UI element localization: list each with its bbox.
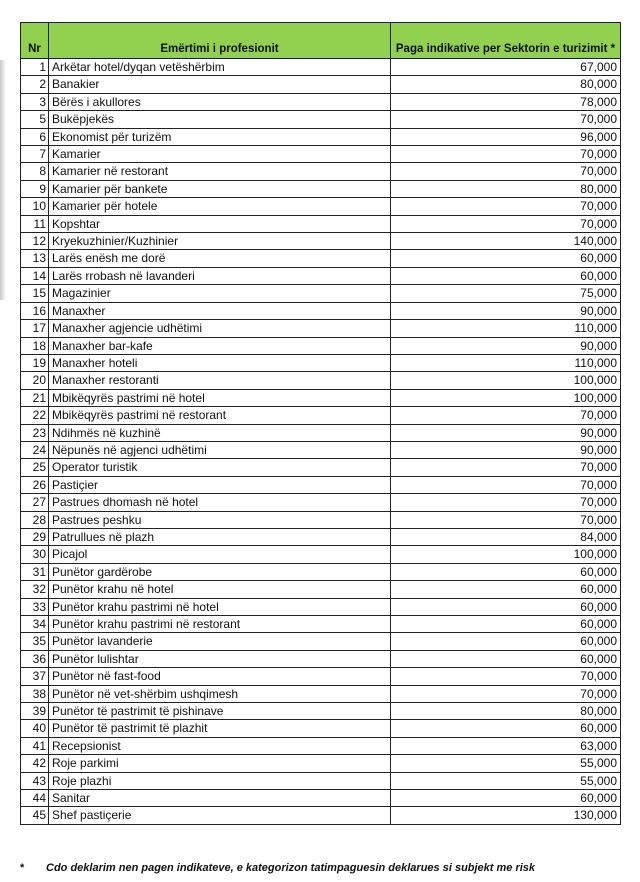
profession-name: Roje parkimi — [49, 755, 391, 772]
indicative-pay: 70,000 — [391, 146, 621, 163]
profession-name: Magazinier — [49, 285, 391, 302]
profession-name: Manaxher — [49, 302, 391, 319]
row-number: 14 — [21, 267, 49, 284]
indicative-pay: 67,000 — [391, 59, 621, 76]
table-row — [21, 407, 621, 424]
row-number: 21 — [21, 389, 49, 406]
row-number: 2 — [21, 76, 49, 93]
indicative-pay: 96,000 — [391, 128, 621, 145]
table-row — [21, 511, 621, 528]
row-number: 30 — [21, 546, 49, 563]
row-number: 6 — [21, 128, 49, 145]
row-number: 18 — [21, 337, 49, 354]
row-number: 39 — [21, 703, 49, 720]
indicative-pay: 80,000 — [391, 703, 621, 720]
row-number: 23 — [21, 424, 49, 441]
row-number: 28 — [21, 511, 49, 528]
table-row — [21, 563, 621, 580]
table-row — [21, 772, 621, 789]
indicative-pay: 60,000 — [391, 616, 621, 633]
profession-name: Ndihmës në kuzhinë — [49, 424, 391, 441]
row-number: 35 — [21, 633, 49, 650]
table-row — [21, 494, 621, 511]
profession-name: Kamarier për bankete — [49, 180, 391, 197]
row-number: 40 — [21, 720, 49, 737]
profession-name: Manaxher agjencie udhëtimi — [49, 320, 391, 337]
profession-name: Punëtor të pastrimit të plazhit — [49, 720, 391, 737]
indicative-pay: 60,000 — [391, 267, 621, 284]
indicative-pay: 75,000 — [391, 285, 621, 302]
profession-name: Pastrues peshku — [49, 511, 391, 528]
indicative-pay: 70,000 — [391, 685, 621, 702]
indicative-pay: 90,000 — [391, 424, 621, 441]
table-row — [21, 737, 621, 754]
indicative-pay: 70,000 — [391, 459, 621, 476]
footnote-marker: * — [20, 862, 25, 874]
profession-name: Kryekuzhinier/Kuzhinier — [49, 233, 391, 250]
profession-name: Roje plazhi — [49, 772, 391, 789]
row-number: 27 — [21, 494, 49, 511]
table-row — [21, 372, 621, 389]
table-row — [21, 685, 621, 702]
table-body — [21, 59, 621, 825]
profession-name: Mbikëqyrës pastrimi në hotel — [49, 389, 391, 406]
indicative-pay: 55,000 — [391, 755, 621, 772]
row-number: 13 — [21, 250, 49, 267]
profession-name: Kopshtar — [49, 215, 391, 232]
indicative-pay: 110,000 — [391, 320, 621, 337]
indicative-pay: 100,000 — [391, 546, 621, 563]
profession-name: Manaxher restoranti — [49, 372, 391, 389]
table-row — [21, 755, 621, 772]
indicative-pay: 55,000 — [391, 772, 621, 789]
profession-name: Punëtor të pastrimit të pishinave — [49, 703, 391, 720]
table-row — [21, 163, 621, 180]
table-row — [21, 598, 621, 615]
indicative-pay: 60,000 — [391, 250, 621, 267]
indicative-pay: 90,000 — [391, 337, 621, 354]
profession-name: Punëtor krahu në hotel — [49, 581, 391, 598]
table-row — [21, 546, 621, 563]
indicative-pay: 80,000 — [391, 76, 621, 93]
table-row — [21, 616, 621, 633]
profession-name: Pastrues dhomash në hotel — [49, 494, 391, 511]
table-row — [21, 146, 621, 163]
table-row — [21, 389, 621, 406]
salary-table — [20, 22, 621, 825]
indicative-pay: 84,000 — [391, 528, 621, 545]
row-number: 9 — [21, 180, 49, 197]
row-number: 17 — [21, 320, 49, 337]
row-number: 16 — [21, 302, 49, 319]
footnote-text: Cdo deklarim nen pagen indikateve, e kategorizon tatimpaguesin deklarues si subjekt me risk — [46, 862, 536, 874]
indicative-pay: 60,000 — [391, 720, 621, 737]
indicative-pay: 90,000 — [391, 441, 621, 458]
table-row — [21, 93, 621, 110]
row-number: 10 — [21, 198, 49, 215]
row-number: 11 — [21, 215, 49, 232]
indicative-pay: 100,000 — [391, 389, 621, 406]
profession-name: Banakier — [49, 76, 391, 93]
table-row — [21, 807, 621, 824]
table-row — [21, 180, 621, 197]
indicative-pay: 60,000 — [391, 581, 621, 598]
row-number: 34 — [21, 616, 49, 633]
table-row — [21, 111, 621, 128]
indicative-pay: 90,000 — [391, 302, 621, 319]
table-row — [21, 720, 621, 737]
indicative-pay: 70,000 — [391, 494, 621, 511]
row-number: 42 — [21, 755, 49, 772]
profession-name: Punëtor në fast-food — [49, 668, 391, 685]
row-number: 32 — [21, 581, 49, 598]
row-number: 7 — [21, 146, 49, 163]
profession-name: Arkëtar hotel/dyqan vetëshërbim — [49, 59, 391, 76]
profession-name: Punëtor krahu pastrimi në restorant — [49, 616, 391, 633]
indicative-pay: 70,000 — [391, 511, 621, 528]
profession-name: Punëtor krahu pastrimi në hotel — [49, 598, 391, 615]
header-profession-name: Emërtimi i profesionit — [49, 23, 391, 59]
profession-name: Punëtor lavanderie — [49, 633, 391, 650]
indicative-pay: 130,000 — [391, 807, 621, 824]
profession-name: Bukëpjekës — [49, 111, 391, 128]
table-row — [21, 668, 621, 685]
row-number: 33 — [21, 598, 49, 615]
indicative-pay: 63,000 — [391, 737, 621, 754]
table-row — [21, 59, 621, 76]
table-row — [21, 581, 621, 598]
row-number: 20 — [21, 372, 49, 389]
profession-name: Punëtor në vet-shërbim ushqimesh — [49, 685, 391, 702]
row-number: 36 — [21, 650, 49, 667]
row-number: 43 — [21, 772, 49, 789]
profession-name: Larës enësh me dorë — [49, 250, 391, 267]
indicative-pay: 70,000 — [391, 476, 621, 493]
profession-name: Punëtor gardërobe — [49, 563, 391, 580]
indicative-pay: 78,000 — [391, 93, 621, 110]
profession-name: Sanitar — [49, 790, 391, 807]
profession-name: Punëtor lulishtar — [49, 650, 391, 667]
table-row — [21, 424, 621, 441]
table-row — [21, 198, 621, 215]
row-number: 24 — [21, 441, 49, 458]
table-row — [21, 650, 621, 667]
indicative-pay: 60,000 — [391, 633, 621, 650]
profession-name: Operator turistik — [49, 459, 391, 476]
row-number: 19 — [21, 354, 49, 371]
salary-table-container — [20, 22, 620, 825]
profession-name: Manaxher bar-kafe — [49, 337, 391, 354]
profession-name: Larës rrobash në lavanderi — [49, 267, 391, 284]
row-number: 45 — [21, 807, 49, 824]
row-number: 15 — [21, 285, 49, 302]
profession-name: Mbikëqyrës pastrimi në restorant — [49, 407, 391, 424]
indicative-pay: 70,000 — [391, 111, 621, 128]
table-row — [21, 354, 621, 371]
indicative-pay: 110,000 — [391, 354, 621, 371]
indicative-pay: 80,000 — [391, 180, 621, 197]
profession-name: Ekonomist për turizëm — [49, 128, 391, 145]
table-row — [21, 476, 621, 493]
row-number: 37 — [21, 668, 49, 685]
indicative-pay: 70,000 — [391, 215, 621, 232]
profession-name: Bërës i akullores — [49, 93, 391, 110]
profession-name: Nëpunës në agjenci udhëtimi — [49, 441, 391, 458]
table-row — [21, 215, 621, 232]
row-number: 22 — [21, 407, 49, 424]
profession-name: Picajol — [49, 546, 391, 563]
profession-name: Pastiçier — [49, 476, 391, 493]
profession-name: Shef pastiçerie — [49, 807, 391, 824]
table-row — [21, 633, 621, 650]
indicative-pay: 70,000 — [391, 198, 621, 215]
row-number: 38 — [21, 685, 49, 702]
table-row — [21, 790, 621, 807]
indicative-pay: 100,000 — [391, 372, 621, 389]
row-number: 1 — [21, 59, 49, 76]
row-number: 26 — [21, 476, 49, 493]
table-row — [21, 337, 621, 354]
row-number: 8 — [21, 163, 49, 180]
table-row — [21, 128, 621, 145]
table-row — [21, 441, 621, 458]
table-row — [21, 459, 621, 476]
row-number: 41 — [21, 737, 49, 754]
indicative-pay: 70,000 — [391, 407, 621, 424]
row-number: 25 — [21, 459, 49, 476]
table-row — [21, 285, 621, 302]
table-header-row — [21, 23, 621, 59]
table-row — [21, 320, 621, 337]
row-number: 3 — [21, 93, 49, 110]
indicative-pay: 70,000 — [391, 668, 621, 685]
indicative-pay: 60,000 — [391, 598, 621, 615]
profession-name: Kamarier për hotele — [49, 198, 391, 215]
table-row — [21, 76, 621, 93]
header-indicative-pay: Paga indikative per Sektorin e turizimit * — [391, 23, 621, 59]
profession-name: Manaxher hoteli — [49, 354, 391, 371]
profession-name: Patrullues në plazh — [49, 528, 391, 545]
profession-name: Kamarier — [49, 146, 391, 163]
profession-name: Kamarier në restorant — [49, 163, 391, 180]
indicative-pay: 140,000 — [391, 233, 621, 250]
table-row — [21, 267, 621, 284]
table-row — [21, 703, 621, 720]
profession-name: Recepsionist — [49, 737, 391, 754]
row-number: 31 — [21, 563, 49, 580]
table-row — [21, 528, 621, 545]
row-number: 29 — [21, 528, 49, 545]
row-number: 44 — [21, 790, 49, 807]
indicative-pay: 60,000 — [391, 563, 621, 580]
footnote — [20, 862, 620, 874]
table-row — [21, 250, 621, 267]
table-row — [21, 302, 621, 319]
indicative-pay: 60,000 — [391, 790, 621, 807]
row-number: 5 — [21, 111, 49, 128]
page-edge-shadow — [0, 60, 6, 300]
row-number: 12 — [21, 233, 49, 250]
header-nr: Nr — [21, 23, 49, 59]
indicative-pay: 60,000 — [391, 650, 621, 667]
table-row — [21, 233, 621, 250]
indicative-pay: 70,000 — [391, 163, 621, 180]
